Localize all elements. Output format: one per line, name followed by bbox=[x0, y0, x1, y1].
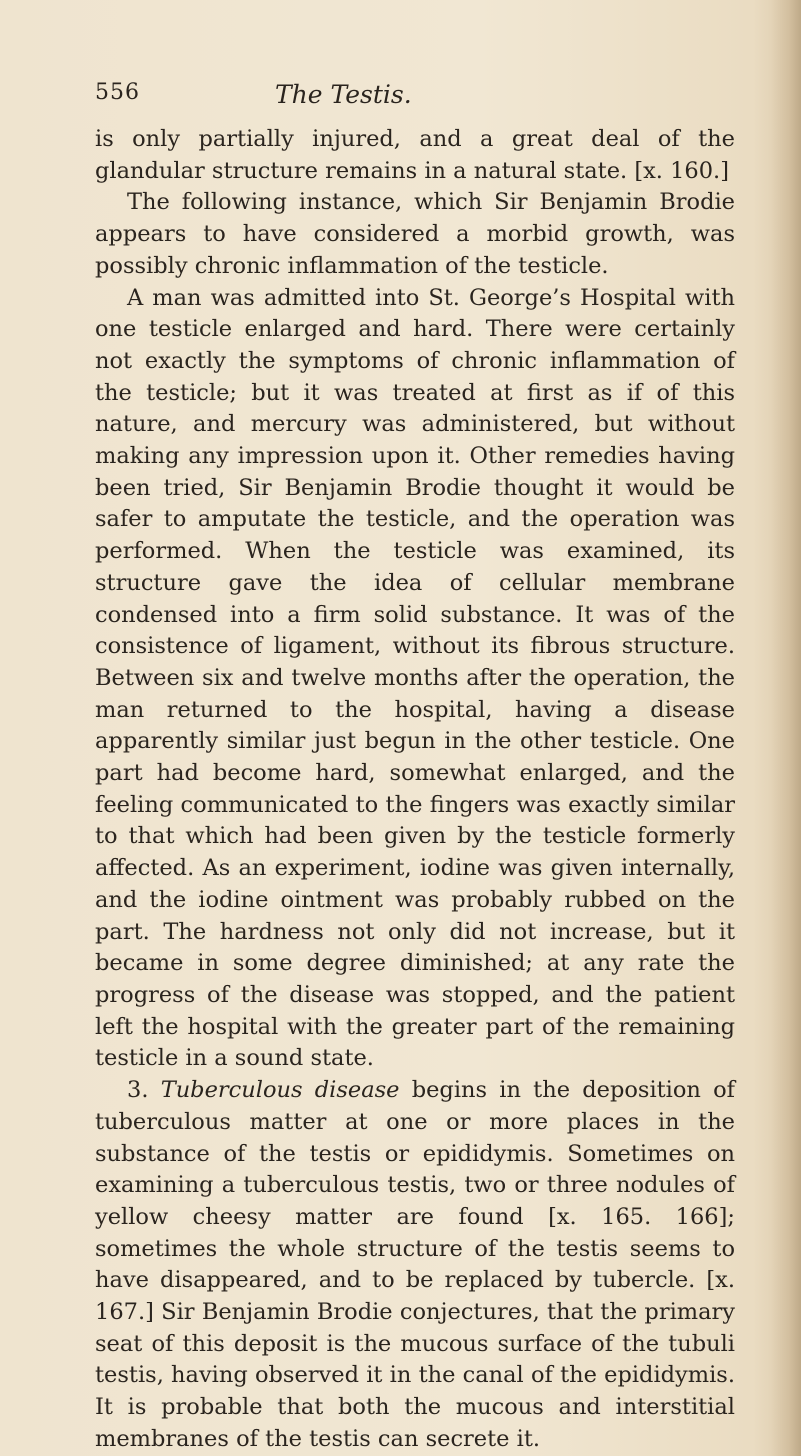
page-edge-shadow bbox=[771, 0, 801, 1456]
page-number: 556 bbox=[95, 80, 140, 105]
paragraph-case-description: A man was admitted into St. George’s Hospital with one testicle enlarged and hard. There were certainly not exactly the symptoms of chronic inflammation of the testicle; but it was treated at first as if of this nature, and mercury was administered, but without making any impression upon it. Other remedies having been tried, Sir Benjamin Brodie thought it would be safer to amputate the testicle, and the operation was performed. When the testicle was examined, its structure gave the idea of cellular membrane condensed into a firm solid substance. It was of the consistence of ligament, without its fibrous structure. Between six and twelve months after the operation, the man returned to the hospital, having a disease apparently similar just begun in the other testicle. One part had become hard, somewhat enlarged, and the feeling communicated to the fingers was exactly similar to that which had been given by the testicle formerly affected. As an experiment, iodine was given internally, and the iodine ointment was probably rubbed on the part. The hardness not only did not increase, but it became in some degree diminished; at any rate the progress of the disease was stopped, and the patient left the hospital with the greater part of the remaining testicle in a sound state. bbox=[95, 284, 735, 1072]
paragraph-continuation: is only partially injured, and a great deal of the glandular structure remains in a natural state. [x. 160.] bbox=[95, 126, 735, 184]
body-text bbox=[95, 124, 735, 1456]
running-head: The Testis. bbox=[275, 80, 412, 109]
paragraph-brodie-instance: The following instance, which Sir Benjamin Brodie appears to have considered a morbid growth, was possibly chronic inflammation of the testicle. bbox=[95, 189, 735, 279]
paragraph-tuberculous-disease bbox=[95, 1075, 735, 1455]
section-heading-italic: Tuberculous disease bbox=[160, 1077, 400, 1104]
section-text: begins in the deposition of tuberculous matter at one or more places in the substance of the testis or epididymis. Sometimes on examining a tuberculous testis, two or three nodules of yellow cheesy matter are found [x. 165. 166]; sometimes the whole structure of the testis seems to have disappeared, and to be replaced by tubercle. [x. 167.] Sir Benjamin Brodie conjectures, that the primary seat of this deposit is the mucous surface of the tubuli testis, having observed it in the canal of the epididymis. It is probable that both the mucous and interstitial membranes of the testis can secrete it. bbox=[95, 1077, 735, 1452]
page-header bbox=[95, 80, 735, 114]
section-number: 3. bbox=[127, 1077, 161, 1104]
